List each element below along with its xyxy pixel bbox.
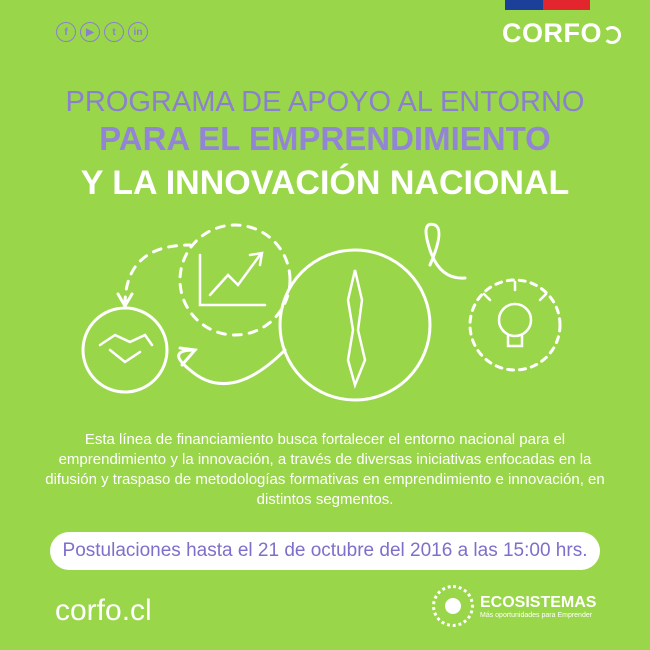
handshake-icon [100, 335, 152, 362]
linkedin-icon[interactable]: in [128, 22, 148, 42]
chile-flag-stripe [505, 0, 590, 10]
deadline-banner: Postulaciones hasta el 21 de octubre del 2016 a las 15:00 hrs. [50, 532, 600, 570]
ecosystem-diagram [70, 220, 580, 420]
chile-map-icon [348, 270, 365, 385]
title-line-1: PROGRAMA DE APOYO AL ENTORNO [65, 86, 585, 118]
ecosistemas-name: ECOSISTEMAS [480, 593, 597, 611]
ecosistemas-emblem-icon [432, 585, 474, 627]
title-line-3: Y LA INNOVACIÓN NACIONAL [80, 164, 570, 202]
youtube-icon[interactable]: ▶ [80, 22, 100, 42]
growth-chart-icon [200, 253, 265, 305]
ecosistemas-logo [432, 585, 596, 627]
facebook-icon[interactable]: f [56, 22, 76, 42]
arrow-curl-bottom [179, 350, 285, 384]
handshake-circle [83, 308, 167, 392]
social-links [56, 22, 148, 42]
corfo-logo: CORFO [502, 18, 621, 49]
twitter-icon[interactable]: t [104, 22, 124, 42]
ecosistemas-tagline: Más oportunidades para Emprender [480, 611, 593, 619]
website-link[interactable]: corfo.cl [55, 594, 152, 627]
lightbulb-icon [484, 282, 546, 346]
description: Esta línea de financiamiento busca fortalecer el entorno nacional para el emprendimiento y la innovación, a través de diversas iniciativas enfocadas en la difusión y traspaso de metodologías formativas en emprendimiento e innovación, en distintos segmentos. [45, 431, 605, 508]
title-line-2: PARA EL EMPRENDIMIENTO [99, 120, 551, 157]
arrow-curl-top [426, 224, 465, 278]
corfo-mark-icon [603, 26, 621, 44]
growth-chart-circle [180, 225, 290, 335]
